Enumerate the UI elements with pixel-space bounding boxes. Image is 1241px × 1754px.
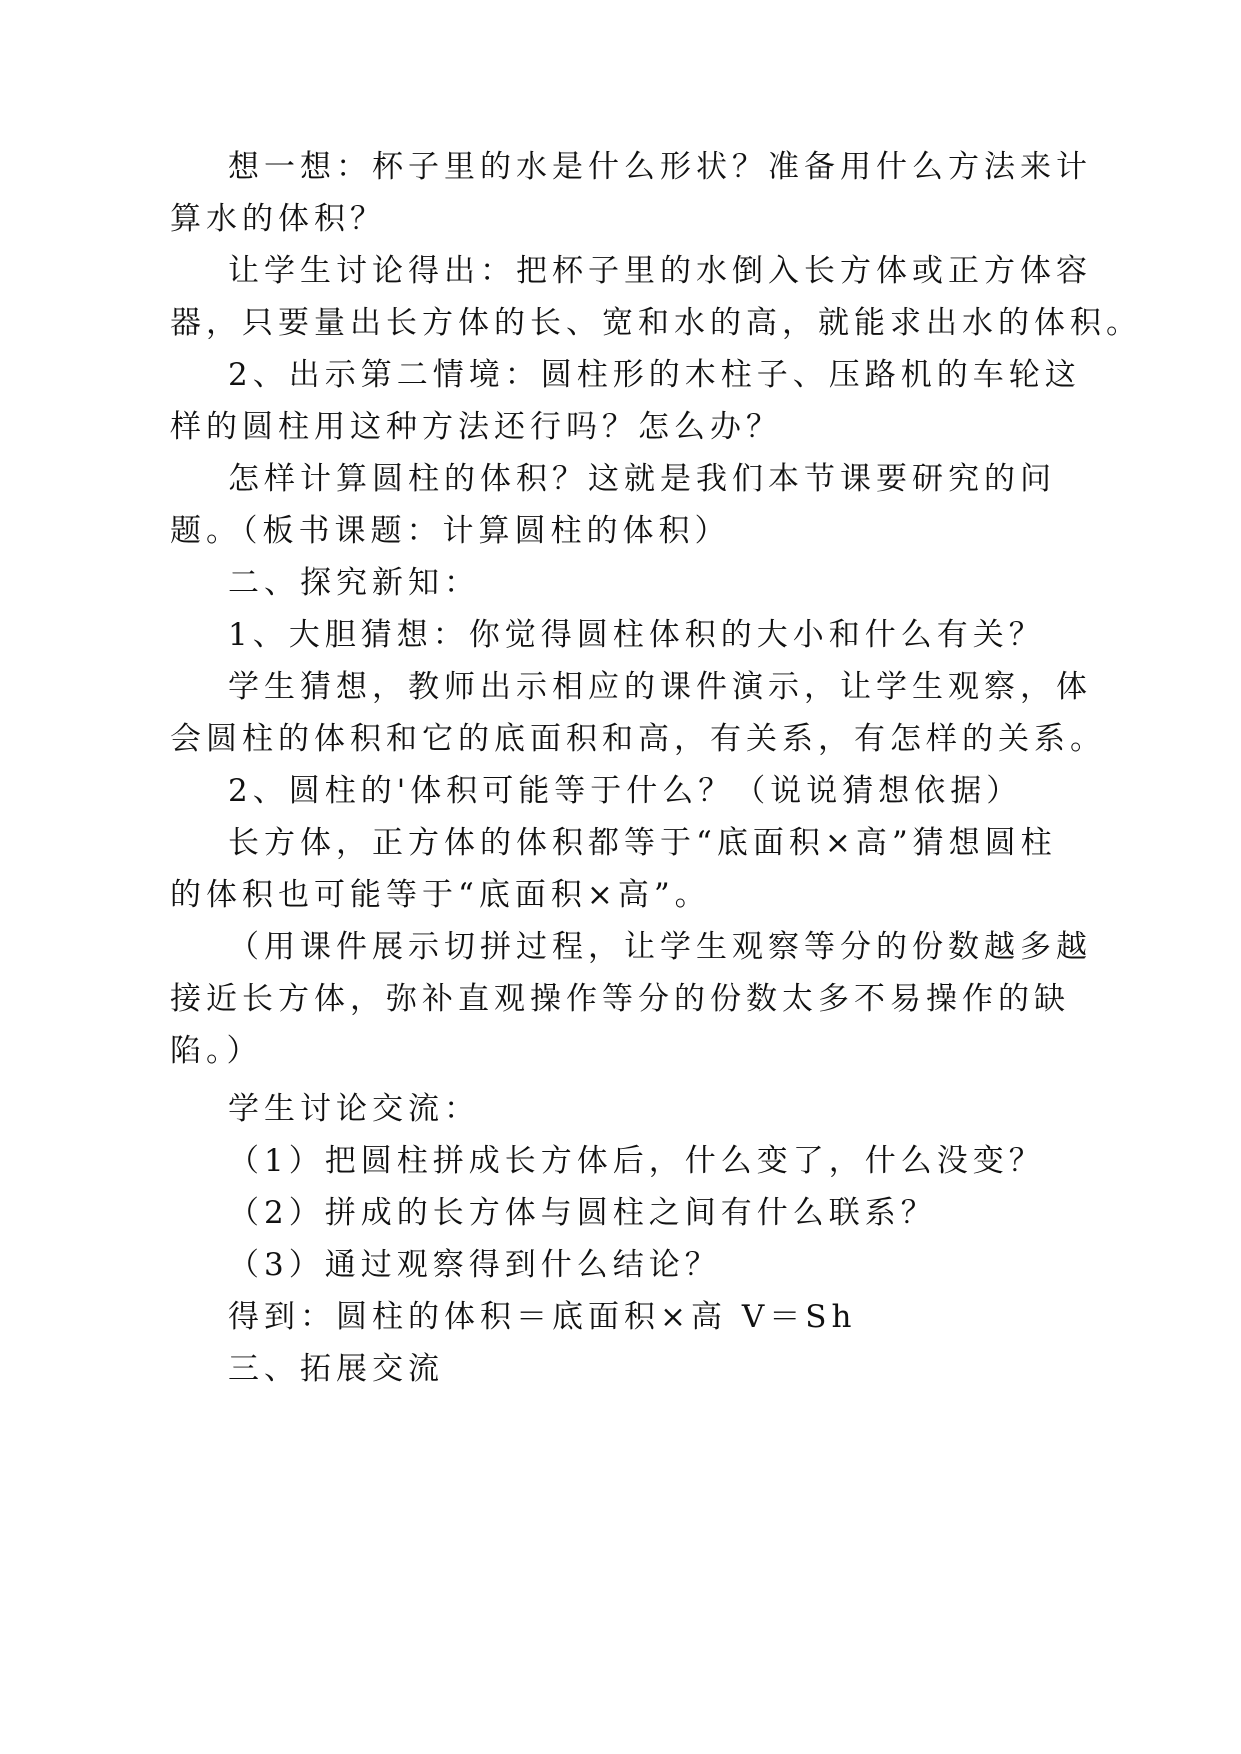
text-line: 怎样计算圆柱的体积？这就是我们本节课要研究的问 (228, 461, 1056, 497)
text-line: 想一想：杯子里的水是什么形状？准备用什么方法来计 (228, 149, 1092, 185)
text-line: 会圆柱的体积和它的底面积和高，有关系，有怎样的关系。 (170, 721, 1106, 757)
section-heading: 三、拓展交流 (228, 1351, 444, 1387)
text-line: 器，只要量出长方体的长、宽和水的高，就能求出水的体积。 (170, 305, 1142, 341)
text-line: 学生讨论交流： (228, 1091, 480, 1127)
text-line: 2、出示第二情境：圆柱形的木柱子、压路机的车轮这 (228, 357, 1081, 393)
list-item: （2）拼成的长方体与圆柱之间有什么联系？ (228, 1195, 937, 1231)
list-item: （1）把圆柱拼成长方体后，什么变了，什么没变？ (228, 1143, 1045, 1179)
text-line: （用课件展示切拼过程，让学生观察等分的份数越多越 (228, 929, 1092, 965)
list-item: （3）通过观察得到什么结论？ (228, 1247, 721, 1283)
text-line: 算水的体积？ (170, 201, 386, 237)
text-line: 接近长方体，弥补直观操作等分的份数太多不易操作的缺 (170, 981, 1070, 1017)
section-heading: 二、探究新知： (228, 565, 480, 601)
text-line: 1、大胆猜想：你觉得圆柱体积的大小和什么有关？ (228, 617, 1045, 653)
text-line: 让学生讨论得出：把杯子里的水倒入长方体或正方体容 (228, 253, 1092, 289)
formula-line: 得到：圆柱的体积＝底面积×高 V＝Sh (228, 1299, 857, 1335)
text-line: 长方体，正方体的体积都等于“底面积×高”猜想圆柱 (228, 825, 1057, 861)
text-line: 学生猜想，教师出示相应的课件演示，让学生观察，体 (228, 669, 1092, 705)
text-line: 陷。） (170, 1033, 263, 1069)
text-line: 题。（板书课题：计算圆柱的体积） (170, 513, 731, 549)
text-line: 样的圆柱用这种方法还行吗？怎么办？ (170, 409, 782, 445)
text-line: 2、圆柱的'体积可能等于什么？（说说猜想依据） (228, 773, 1023, 809)
text-line: 的体积也可能等于“底面积×高”。 (170, 877, 711, 913)
